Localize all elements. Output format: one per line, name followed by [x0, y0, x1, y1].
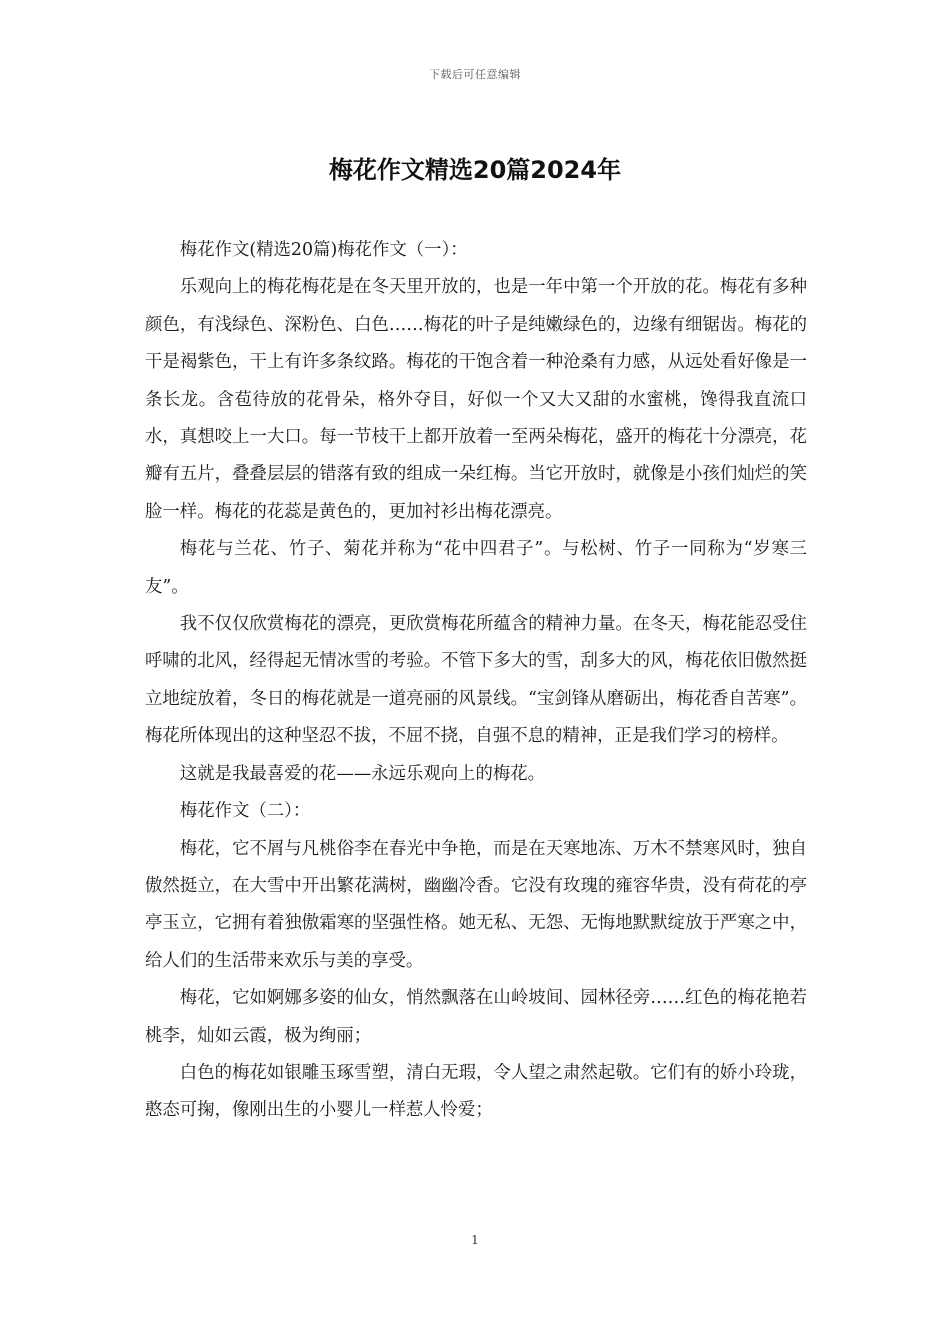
paragraph: 梅花，它如婀娜多姿的仙女，悄然飘落在山岭坡间、园林径旁……红色的梅花艳若桃李，灿如云霞，极为绚丽；	[145, 988, 807, 1046]
paragraph: 白色的梅花如银雕玉琢雪塑，清白无瑕，令人望之肃然起敬。它们有的娇小玲珑，憨态可掬，像刚出生的小婴儿一样惹人怜爱；	[145, 1062, 807, 1121]
paragraph: 这就是我最喜爱的花——永远乐观向上的梅花。	[179, 763, 546, 784]
page-number: 1	[471, 1233, 479, 1247]
document-body	[145, 232, 807, 1130]
paragraph: 乐观向上的梅花梅花是在冬天里开放的，也是一年中第一个开放的花。梅花有多种颜色，有浅绿色、深粉色、白色……梅花的叶子是纯嫩绿色的，边缘有细锯齿。梅花的干是褐紫色，干上有许多条纹路。梅花的干饱含着一种沧桑有力感，从远处看好像是一条长龙。含苞待放的花骨朵，格外夺目，好似一个又大又甜的水蜜桃，馋得我直流口水，真想咬上一大口。每一节枝干上都开放着一至两朵梅花，盛开的梅花十分漂亮，花瓣有五片，叠叠层层的错落有致的组成一朵红梅。当它开放时，就像是小孩们灿烂的笑脸一样。梅花的花蕊是黄色的，更加衬衫出梅花漂亮。	[145, 277, 807, 522]
document-title: 梅花作文精选20篇2024年	[328, 156, 622, 184]
section-heading-two: 梅花作文（二）：	[179, 801, 311, 822]
page-header-note: 下载后可任意编辑	[429, 68, 521, 81]
paragraph: 梅花，它不屑与凡桃俗李在春光中争艳，而是在天寒地冻、万木不禁寒风时，独自傲然挺立，在大雪中开出繁花满树，幽幽冷香。它没有玫瑰的雍容华贵，没有荷花的亭亭玉立，它拥有着独傲霜寒的坚强性格。她无私、无怨、无悔地默默绽放于严寒之中，给人们的生活带来欢乐与美的享受。	[145, 838, 807, 971]
paragraph: 我不仅仅欣赏梅花的漂亮，更欣赏梅花所蕴含的精神力量。在冬天，梅花能忍受住呼啸的北风，经得起无情冰雪的考验。不管下多大的雪，刮多大的风，梅花依旧傲然挺立地绽放着，冬日的梅花就是一道亮丽的风景线。“宝剑锋从磨砺出，梅花香自苦寒”。梅花所体现出的这种坚忍不拔，不屈不挠，自强不息的精神，正是我们学习的榜样。	[145, 614, 807, 747]
paragraph: 梅花与兰花、竹子、菊花并称为“花中四君子”。与松树、竹子一同称为“岁寒三友”。	[145, 539, 807, 597]
paragraph-intro-heading: 梅花作文(精选20篇)梅花作文（一）：	[179, 240, 468, 260]
